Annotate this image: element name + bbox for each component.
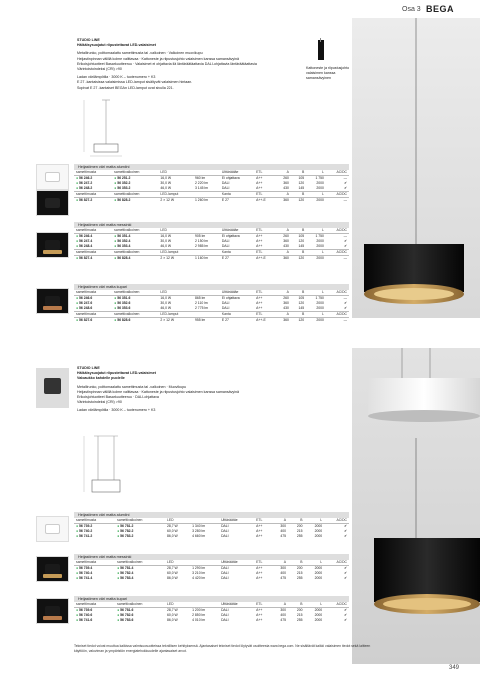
table-row: ● 56 741.2 ● 56 783.2 86,0 W 4 660 lm DALI A++ 475 255 2000 ✔ <box>76 534 347 539</box>
desc-line: Heijastinpinnan välillä kolme valittavaa · Kattoneste ja riipustusjohto valaisimen kanssa samansävyinä <box>77 56 240 61</box>
desc-line: Metallirunko, polttomaalattu samettimusta tai -valkoinen · Muovikupu <box>77 384 187 389</box>
canopy-wire <box>320 38 321 42</box>
table-group-brass-2 <box>74 550 349 581</box>
dimension-drawing <box>78 432 138 502</box>
page-number: 349 <box>449 665 460 671</box>
desc-line: Värintoistoindeksi (CRI) >90 <box>77 67 122 72</box>
table-row: ● 56 741.6 ● 56 783.6 86,0 W 4 010 lm DALI A++ 475 255 2000 ✔ <box>76 618 347 623</box>
product-subtitle: Valoaukko kahdelle puolelle <box>77 376 125 381</box>
table-row: ● 56 739.4 ● 56 781.4 28,7 W 1 290 lm DALI A++ 300 200 2000 ✔ <box>76 566 347 571</box>
product-line: STUDIO LINE <box>77 38 100 42</box>
table-band: Heijastimen väri matta alumiini <box>74 512 349 518</box>
product-title: Häikäisysuojatut riipustettavat LED-valaisimet <box>77 371 156 376</box>
table-row: ● 56 247.2 ● 56 352.2 30,0 W 2 220 lm DALI A++ 360 120 2000 ✔ <box>76 181 347 186</box>
desc-line: Heijastinpinnan välillä kolme valittavaa · Kattoneste ja riipustusjohto valaisimen kanssa samansävyinä <box>77 389 240 394</box>
table-row: ● 56 248.2 ● 56 353.2 46,0 W 3 145 lm DALI A++ 430 145 2000 ✔ <box>76 186 347 191</box>
section-label: Osa 3 <box>402 6 421 13</box>
spec-table: samettimusta samettivalkoinen LED Ulttäräätäe ETL A B L AC/DC ● 56 739.6 ● 56 781.6 28,7 W 1 200 lm DALI A++ 300 200 2000 ✔ ● 56 740.6 ● 56 782.6 60,0 W 2 850 lm DALI A++ 400 215 2000 ✔ ● 56 741.6 ● 56 783.6 86,0 W 4 010 lm DALI A++ 475 255 2000 ✔ <box>76 602 347 623</box>
table-row: ● 56 740.2 ● 56 782.2 60,0 W 3 280 lm DALI A++ 400 215 2000 ✔ <box>76 529 347 534</box>
product-thumbnail <box>36 288 69 314</box>
table-row: ● 56 740.6 ● 56 782.6 60,0 W 2 850 lm DALI A++ 400 215 2000 ✔ <box>76 613 347 618</box>
desc-line: Värintoistoindeksi (CRI) >90 <box>77 400 122 405</box>
table-group-copper-2 <box>74 592 349 623</box>
spec-table: samettimusta samettivalkoinen LED Ulttäräätäe ETL A B L AC/DC ● 56 246.6 ● 56 351.6 16,0 W 865 lm Ei ohjattava A++ 260 105 1 750 — ● 56 247.6 ● 56 352.6 30,0 W 2 110 lm DALI A++ 360 120 2000 ✔ ● 56 248.6 ● 56 353.6 46,0 W 2 775 lm DALI A++ 430 145 2000 ✔ samettimusta samettivalkoinen LED-lamput Kanta ETL A B L AC/DC ● 56 827.6 ● 56 828.6 2 × 12 W 955 lm E 27 A++-E 360 120 2000 — <box>76 290 347 323</box>
table-band: Heijastimen väri matta messinki <box>74 554 349 560</box>
product-thumbnail <box>36 516 69 542</box>
product-thumbnail <box>36 190 69 216</box>
table-row: ● 56 246.2 ● 56 251.2 16,0 W 960 lm Ei ohjattava A++ 260 105 1 750 — <box>76 176 347 181</box>
product-title: Häikäisysuojatut riipustettavat LED-valaisimet <box>77 43 156 48</box>
product-thumbnail <box>36 232 69 258</box>
spec-table: samettimusta samettivalkoinen LED Ulttäräätäe ETL A B L AC/DC ● 56 739.2 ● 56 781.2 28,7 W 1 340 lm DALI A++ 300 200 2000 ✔ ● 56 740.2 ● 56 782.2 60,0 W 3 280 lm DALI A++ 400 215 2000 ✔ ● 56 741.2 ● 56 783.2 86,0 W 4 660 lm DALI A++ 475 255 2000 ✔ <box>76 518 347 539</box>
product-thumbnail <box>36 556 69 582</box>
canopy-caption: Kattoneste ja riipustusjohto valaisimen kanssa samansävyinen <box>306 66 350 81</box>
extra-line: Ladan värilämpötila · 3000 K – tuotenumero + K3 <box>77 408 156 413</box>
table-band: Heijastimen väri matta kupari <box>74 596 349 602</box>
spec-table: samettimusta samettivalkoinen LED Ulttäräätäe ETL A B L AC/DC ● 56 246.2 ● 56 251.2 16,0 W 960 lm Ei ohjattava A++ 260 105 1 750 — ● 56 247.2 ● 56 352.2 30,0 W 2 220 lm DALI A++ 360 120 2000 ✔ ● 56 248.2 ● 56 353.2 46,0 W 3 145 lm DALI A++ 430 145 2000 ✔ samettimusta samettivalkoinen LED-lamput Kanta ETL A B L AC/DC ● 56 827.2 ● 56 828.2 2 × 12 W 1 260 lm E 27 A++-E 360 120 2000 — <box>76 170 347 203</box>
spec-table: samettimusta samettivalkoinen LED Ulttäräätäe ETL A B L AC/DC ● 56 246.4 ● 56 351.4 16,0 W 905 lm Ei ohjattava A++ 260 105 1 750 — ● 56 247.4 ● 56 352.4 30,0 W 2 150 lm DALI A++ 360 120 2000 ✔ ● 56 248.4 ● 56 353.4 46,0 W 2 985 lm DALI A++ 430 145 2000 ✔ samettimusta samettivalkoinen LED-lamput Kanta ETL A B L AC/DC ● 56 827.4 ● 56 828.4 2 × 12 W 1 160 lm E 27 A++-E 360 120 2000 — <box>76 228 347 261</box>
product-thumbnail <box>36 164 69 190</box>
table-row: ● 56 246.4 ● 56 351.4 16,0 W 905 lm Ei ohjattava A++ 260 105 1 750 — <box>76 234 347 239</box>
table-row: ● 56 247.6 ● 56 352.6 30,0 W 2 110 lm DALI A++ 360 120 2000 ✔ <box>76 301 347 306</box>
product-line: STUDIO LINE <box>77 366 100 370</box>
table-band: Heijastimen väri matta kupari <box>74 284 349 290</box>
desc-line: Erikoisjohtuotteet Basarkuutteeruu · Valaisimet ei ohjattavia ilä läntäräätäattavia DALI-ohjattavia läntäräätäattavia <box>77 61 257 66</box>
table-row: ● 56 827.6 ● 56 828.6 2 × 12 W 955 lm E 27 A++-E 360 120 2000 — <box>76 318 347 323</box>
table-row: ● 56 827.2 ● 56 828.2 2 × 12 W 1 260 lm E 27 A++-E 360 120 2000 — <box>76 198 347 203</box>
table-row: ● 56 739.2 ● 56 781.2 28,7 W 1 340 lm DALI A++ 300 200 2000 ✔ <box>76 524 347 529</box>
canopy-image <box>318 40 324 60</box>
block2-intro <box>77 366 307 414</box>
desc-line: Erikoisjohtuotteet Basarkuutteeruu · DALI-ohjattava <box>77 395 159 400</box>
table-group-aluminium-2 <box>74 508 349 539</box>
block1-intro <box>77 38 307 91</box>
table-row: ● 56 248.6 ● 56 353.6 46,0 W 2 775 lm DALI A++ 430 145 2000 ✔ <box>76 306 347 311</box>
lamp-photos <box>352 18 480 664</box>
desc-line: Metallirunko, polttomaalattu samettimusta tai -valkoinen · Valkoinen muovikupu <box>77 51 203 56</box>
table-group-copper <box>74 280 349 324</box>
dimension-drawing <box>78 96 138 162</box>
table-group-brass <box>74 218 349 262</box>
extra-line: E 27 -kantaisissa valaisimissa LED-lamput sisältyvät valaisimen hintaan. <box>77 80 193 85</box>
product-thumbnail <box>36 598 69 624</box>
extra-line: Ladan värilämpötila · 3000 K – tuotenumero + K3 <box>77 75 156 80</box>
table-row: ● 56 248.4 ● 56 353.4 46,0 W 2 985 lm DALI A++ 430 145 2000 ✔ <box>76 244 347 249</box>
extra-line: Sopivat E 27 -kantaiset BEGAn LED-lamput ovat sivulla 221. <box>77 85 174 90</box>
table-row: ● 56 247.4 ● 56 352.4 30,0 W 2 150 lm DALI A++ 360 120 2000 ✔ <box>76 239 347 244</box>
table-row: ● 56 246.6 ● 56 351.6 16,0 W 865 lm Ei ohjattava A++ 260 105 1 750 — <box>76 296 347 301</box>
brand-logo: BEGA <box>426 4 455 14</box>
footnote: Tekniset tiedot voivat muuttua kaikissa valmisuosuotteissa teknillisen kehityksensä. Ajantasaiset tekniset tiedot löytyvät osoitteesta www.bega.com. Ne sisältävät kaikki valaisimen tiedot sekä laitteen käyttöön, valoviman ja ympäristön energiatehokkuudelle ajantasaiset arvot. <box>74 644 371 653</box>
table-group-aluminium <box>74 160 349 204</box>
product-photo <box>36 368 69 408</box>
table-band: Heijastimen väri matta messinki <box>74 222 349 228</box>
table-row: ● 56 827.4 ● 56 828.4 2 × 12 W 1 160 lm E 27 A++-E 360 120 2000 — <box>76 256 347 261</box>
table-row: ● 56 741.4 ● 56 783.4 86,0 W 4 420 lm DALI A++ 475 255 2000 ✔ <box>76 576 347 581</box>
table-band: Heijastimen väri matta alumiini <box>74 164 349 170</box>
table-row: ● 56 739.6 ● 56 781.6 28,7 W 1 200 lm DALI A++ 300 200 2000 ✔ <box>76 608 347 613</box>
table-row: ● 56 740.4 ● 56 782.4 60,0 W 3 210 lm DALI A++ 400 215 2000 ✔ <box>76 571 347 576</box>
spec-table: samettimusta samettivalkoinen LED Ulttäräätäe ETL A B L AC/DC ● 56 739.4 ● 56 781.4 28,7 W 1 290 lm DALI A++ 300 200 2000 ✔ ● 56 740.4 ● 56 782.4 60,0 W 3 210 lm DALI A++ 400 215 2000 ✔ ● 56 741.4 ● 56 783.4 86,0 W 4 420 lm DALI A++ 475 255 2000 ✔ <box>76 560 347 581</box>
